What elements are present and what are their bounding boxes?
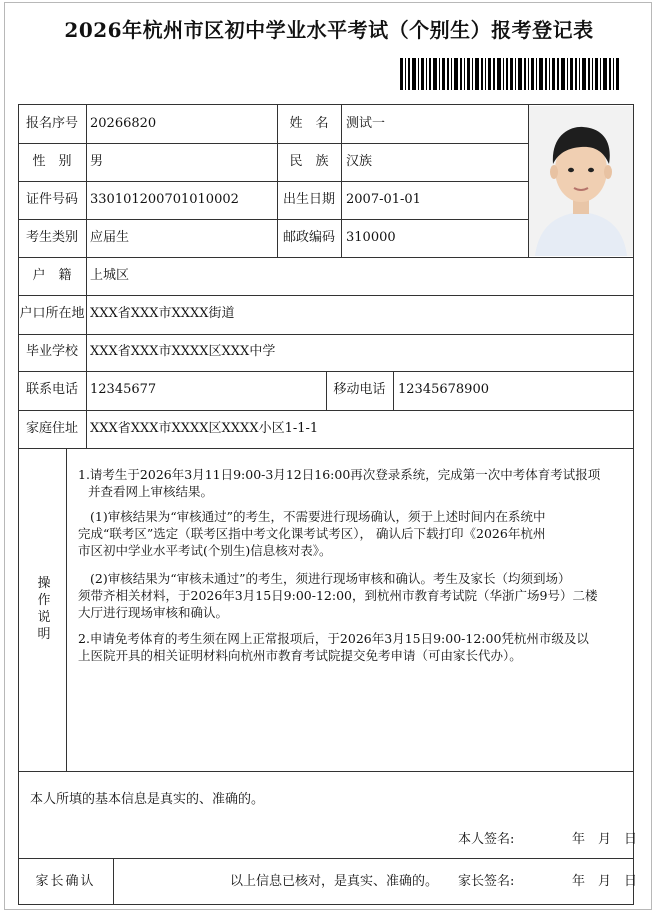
postcode-label: 邮政编码 bbox=[282, 230, 335, 245]
name-label: 姓 名 bbox=[289, 116, 329, 131]
phone-value: 12345677 bbox=[90, 382, 157, 397]
dob-value: 2007-01-01 bbox=[346, 192, 421, 207]
school-label: 毕业学校 bbox=[25, 344, 78, 359]
home-label: 家庭住址 bbox=[25, 421, 78, 436]
mobile-label: 移动电话 bbox=[333, 382, 386, 397]
parent-confirm-label: 家长确认 bbox=[35, 874, 96, 889]
ethnicity-label: 民 族 bbox=[289, 154, 329, 169]
huji-value: 上城区 bbox=[90, 268, 130, 283]
phone-label: 联系电话 bbox=[25, 382, 78, 397]
gender-value: 男 bbox=[90, 154, 104, 169]
reg-no-label: 报名序号 bbox=[25, 116, 78, 131]
huji-label: 户 籍 bbox=[32, 268, 72, 283]
postcode-value: 310000 bbox=[346, 230, 396, 245]
school-value: XXX省XXX市XXXX区XXX中学 bbox=[90, 344, 276, 359]
dob-label: 出生日期 bbox=[282, 192, 335, 207]
name-value: 测试一 bbox=[346, 116, 386, 131]
instruction-1-2: (2)审核结果为“审核未通过”的考生，须进行现场审核和确认。考生及家长（均须到场） 须带齐相关材料，于2026年3月15日9:00-12:00，到杭州市教育考试院（华浙广场9号）二楼 大厅进行现场审核和确认。 bbox=[78, 571, 598, 620]
student-signature-date: 年 月 日 bbox=[572, 832, 638, 847]
id-value: 330101200701010002 bbox=[90, 192, 239, 207]
hukou-addr-value: XXX省XXX市XXXX街道 bbox=[90, 306, 235, 321]
mobile-value: 12345678900 bbox=[398, 382, 489, 397]
instructions-label: 操作说明 bbox=[37, 576, 51, 642]
category-value: 应届生 bbox=[90, 230, 130, 245]
barcode bbox=[400, 58, 620, 90]
instruction-2: 2.申请免考体育的考生须在网上正常报项后，于2026年3月15日9:00-12:00凭杭州市级及以 上医院开具的相关证明材料向杭州市教育考试院提交免考申请（可由家长代办）。 bbox=[78, 631, 589, 663]
parent-signature-date: 年 月 日 bbox=[572, 874, 638, 889]
instruction-1: 1.请考生于2026年3月11日9:00-3月12日16:00再次登录系统，完成第一次中考体育考试报项 并查看网上审核结果。 bbox=[78, 467, 601, 499]
declaration-text: 本人所填的基本信息是真实的、准确的。 bbox=[30, 792, 265, 807]
form-title: 2026年杭州市区初中学业水平考试（个别生）报考登记表 bbox=[64, 18, 594, 42]
gender-label: 性 别 bbox=[32, 154, 72, 169]
ethnicity-value: 汉族 bbox=[346, 154, 373, 169]
home-value: XXX省XXX市XXXX区XXXX小区1-1-1 bbox=[90, 421, 319, 436]
id-label: 证件号码 bbox=[25, 192, 78, 207]
instruction-1-1: (1)审核结果为“审核通过”的考生，不需要进行现场确认，须于上述时间内在系统中 完成“联考区”选定（联考区指中考文化课考试考区）， 确认后下载打印《2026年杭州 市区初中学业水平考试(个别生)信息核对表》。 bbox=[78, 509, 546, 558]
student-signature-label: 本人签名: bbox=[458, 832, 515, 847]
parent-confirm-text: 以上信息已核对，是真实、准确的。 bbox=[230, 874, 439, 889]
reg-no-value: 20266820 bbox=[90, 116, 157, 131]
parent-signature-label: 家长签名: bbox=[458, 874, 515, 889]
category-label: 考生类别 bbox=[25, 230, 78, 245]
hukou-addr-label: 户口所在地 bbox=[19, 306, 85, 321]
student-photo bbox=[529, 106, 633, 256]
